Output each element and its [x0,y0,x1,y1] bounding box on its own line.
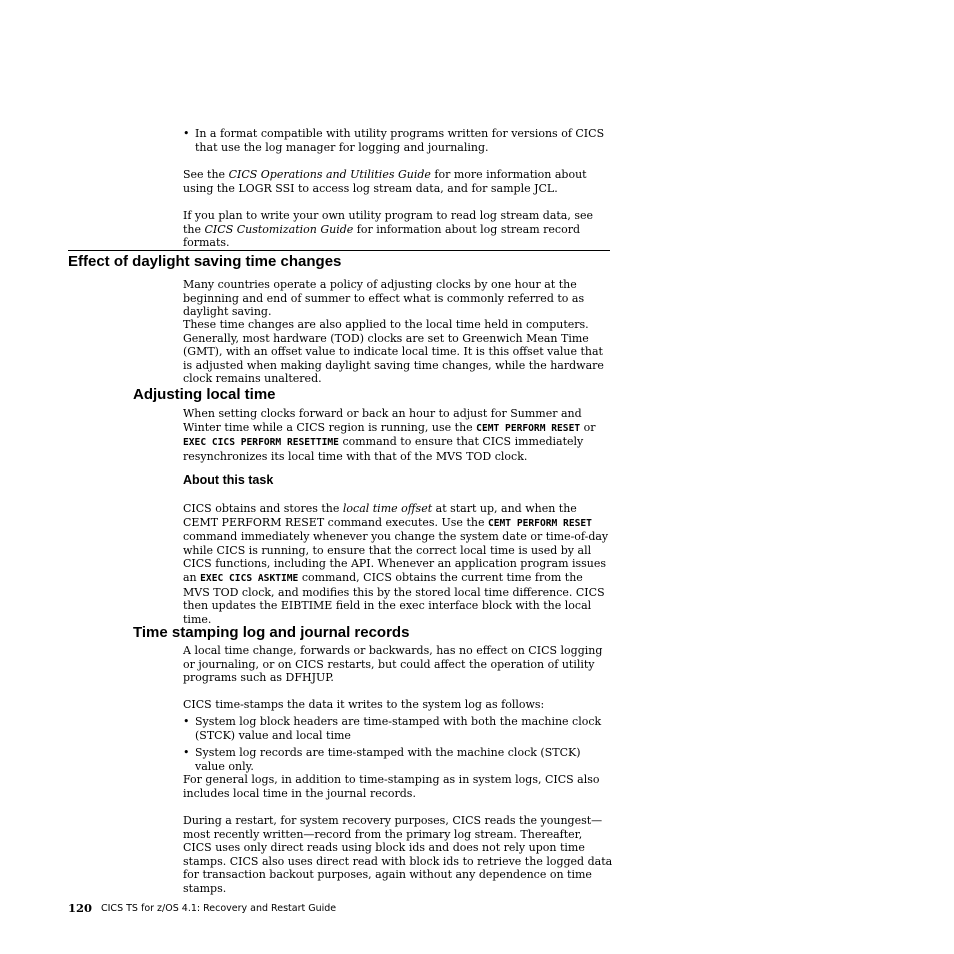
adjusting-title: Adjusting local time [133,386,276,403]
about-task-paragraph [183,502,613,626]
stamping-paragraph-4: During a restart, for system recovery purposes, CICS reads the youngest—most recently written—record from the primary log stream. Thereafter, CICS uses only direct reads using block ids and does not rely upon time stamps. CICS also uses direct read with block ids to retrieve the logged data for transaction backout purposes, again without any dependence on time stamps. [183,814,613,895]
code-exec-cics-asktime: EXEC CICS ASKTIME [200,572,299,584]
code-cemt-perform-reset-2: CEMT PERFORM RESET [487,517,592,529]
local-time-offset-term: local time offset [342,502,433,515]
stamping-paragraph-1: A local time change, forwards or backwards, has no effect on CICS logging or journaling, or on CICS restarts, but could affect the operation of utility programs such as DFHJUP. [183,644,603,685]
adjusting-text-a: When setting clocks forward or back an hour to adjust for Summer and Winter time while a CICS region is running, use the [183,407,582,434]
plan-text-pre: If you plan to write your own utility program to read log stream data, see the [183,209,594,236]
stamping-bullet-2 [183,746,613,773]
section-rule [68,250,610,251]
plan-paragraph [183,209,613,250]
stamping-paragraph-2: CICS time-stamps the data it writes to the system log as follows: [183,698,545,711]
plan-text-post: for information about log stream record formats. [183,222,581,250]
code-cemt-perform-reset: CEMT PERFORM RESET [476,422,581,434]
plan-book-title: CICS Customization Guide [204,222,354,236]
stamping-title: Time stamping log and journal records [133,624,410,641]
bullet-marker: • [183,127,190,140]
adjusting-text-b: or [580,420,596,434]
section-title: Effect of daylight saving time changes [68,253,342,270]
see-text-post: for more information about using the LOGR SSI to access log stream data, and for sample JCL. [183,168,587,195]
about-text-d: command, CICS obtains the current time from the MVS TOD clock, and modifies this by the stored local time difference. CICS then updates the EIBTIME field in the exec interface block with the local time. [183,570,605,626]
about-text-b: at start up, and when the CEMT PERFORM RESET command executes. Use the [183,502,577,529]
about-text-c: command immediately whenever you change the system date or time-of-day while CICS is running, to ensure that the correct local time is used by all CICS functions, including the API. Whenever an application program issues an [183,530,609,584]
bullet-marker: • [183,715,190,728]
see-book-title: CICS Operations and Utilities Guide [228,168,431,181]
adjusting-paragraph [183,407,613,463]
bullet-marker: • [183,746,190,759]
intro-bullet-text: In a format compatible with utility programs written for versions of CICS that use the log manager for logging and journaling. [195,127,605,154]
dst-paragraph-2: These time changes are also applied to the local time held in computers. Generally, most hardware (TOD) clocks are set to Greenwich Mean Time (GMT), with an offset value to indicate local time. It is this offset value that is adjusted when making daylight saving time changes, while the hardware clock remains unaltered. [183,318,604,386]
stamping-paragraph-3: For general logs, in addition to time-stamping as in system logs, CICS also includes local time in the journal records. [183,773,600,800]
adjusting-text-c: command to ensure that CICS immediately resynchronizes its local time with that of the MVS TOD clock. [183,435,584,463]
stamping-bullet-2-text: System log records are time-stamped with the machine clock (STCK) value only. [195,746,581,773]
stamping-bullet-1 [183,715,613,742]
dst-paragraph-1: Many countries operate a policy of adjusting clocks by one hour at the beginning and end of summer to effect what is commonly referred to as daylight saving. [183,278,585,319]
intro-bullet [183,127,613,154]
page-number: 120 [68,901,93,915]
footer-book-title: CICS TS for z/OS 4.1: Recovery and Restart Guide [101,903,337,914]
stamping-bullet-1-text: System log block headers are time-stamped with both the machine clock (STCK) value and local time [195,715,602,742]
see-text-pre: See the [183,168,229,181]
about-text-a: CICS obtains and stores the [183,502,343,515]
about-task-title: About this task [183,473,274,487]
code-exec-cics-perform-resettime: EXEC CICS PERFORM RESETTIME [183,437,339,449]
see-paragraph [183,168,613,195]
